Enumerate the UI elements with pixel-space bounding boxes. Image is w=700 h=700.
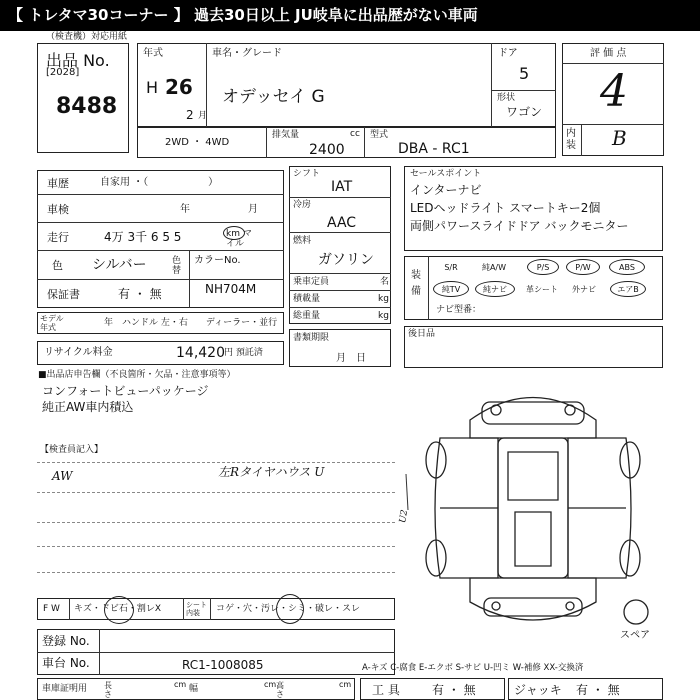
ac-value: AAC [327,215,357,231]
seat-label: シート内装 [186,601,207,617]
capacity-unit: 名 [380,277,390,287]
navi-model-label: ナビ型番： [436,305,482,315]
year-era: H [146,78,159,97]
history-value: 自家用 ・（ ） [100,177,219,188]
cert-label: 車庫証明用 [42,684,88,694]
docs-label: 書類期限 [293,333,330,343]
header-note: （検査機）対応用紙 [46,32,128,42]
load-label: 積載量 [293,294,321,304]
mileage-label: 走行 [47,231,69,244]
grade-score: 4 [600,66,628,117]
lot-label: 出品 No. [46,51,110,70]
doors-value: 5 [519,64,530,83]
inspection-label: 車検 [47,203,69,216]
mileage-unit: km マイル [226,229,252,249]
year-value: 26 [165,75,193,99]
shift-label: シフト [293,169,321,179]
equip-sr: S/R [444,262,458,272]
circle-mark-1 [104,596,134,624]
sales-point-line-2: LEDヘッドライト スマートキー2個 [410,201,601,215]
equip-leather: 革シート [526,284,558,294]
displacement-value: 2400 [309,142,345,158]
body-shape-value: ワゴン [506,105,543,119]
warranty-value: 有 ・ 無 [118,287,162,301]
displacement-label: 排気量 [272,130,300,140]
cert-width: 幅 [189,684,199,694]
color-no-value: NH704M [205,282,257,296]
tools-label: 工 具 [372,683,400,697]
jack-label: ジャッキ [514,683,562,697]
inspection-year-unit: 年 [180,204,190,215]
color-value: シルバー [92,257,147,273]
banner-text: 【 トレタマ30コーナー 】 過去30日以上 JU岐阜に出品歴がない車両 [8,6,478,24]
model-type-label: 型式 [370,130,389,140]
damage-legend: A-キズ C-腐食 E-エクボ S-サビ U-凹ミ W-補修 XX-交換済 [362,663,584,673]
inspector-note-b: 左Rタイヤハウス U [218,465,325,479]
notes-line-1: コンフォートビューパッケージ [42,384,209,398]
color-change-label: 色替 [172,256,182,276]
recycle-label: リサイクル料金 [44,347,113,358]
jack-value: 有 ・ 無 [576,683,620,697]
chassis-label: 車台 No. [42,656,90,670]
grade-label: 評 価 点 [590,48,627,59]
shift-value: IAT [331,179,353,195]
weight-label: 総重量 [293,311,321,321]
parts-items: キズ・ドビ石・割レX [74,604,161,614]
lot-number: 8488 [56,94,118,119]
registration-label: 登録 No. [42,634,90,648]
cert-length-unit: cm [174,680,187,689]
spare-tire [624,600,648,624]
equip-navi[interactable]: 純ナビ [475,281,515,297]
arrival-box [404,326,663,368]
sales-point-line-3: 両側パワースライドドア バックモニター [410,219,629,233]
weight-unit: kg [378,311,389,321]
year-month-unit: 月 [198,111,208,121]
diagram-mark: U2 [398,508,411,524]
warranty-label: 保証書 [47,288,80,301]
inspector-note-a: AW [52,469,73,483]
equip-ps[interactable]: P/S [527,259,559,275]
lot-code: [2028] [46,67,80,78]
history-label: 車歴 [47,177,69,190]
color-no-label: カラーNo. [194,255,241,266]
equip-alloy-wheels: 純A/W [481,262,507,272]
year-month: 2 [186,108,194,122]
car-hood [470,398,596,439]
cert-length: 長さ [104,681,112,699]
sales-points-label: セールスポイント [410,169,482,179]
equip-pw[interactable]: P/W [566,259,600,275]
fw-label: F W [43,604,60,614]
displacement-unit: cc [350,129,360,139]
equip-tv[interactable]: 純TV [433,281,469,297]
equip-airbag[interactable]: エアB [610,281,646,297]
cert-height: 高さ [276,681,284,699]
inspector-label: 【検査員記入】 [40,445,104,455]
sales-point-line-1: インターナビ [410,183,482,197]
load-unit: kg [378,294,389,304]
drive-options: 2WD ・ 4WD [165,137,230,148]
chassis-value: RC1-1008085 [182,658,264,672]
equip-ext-navi: 外ナビ [572,284,596,294]
interior-label: 内装 [566,128,576,151]
equipment-label: 装備 [411,270,421,297]
doors-label: ドア [498,48,518,59]
circle-mark-2 [276,594,304,624]
model-line-value: 年 ハンドル 左・右 ディーラー・並行 [104,318,278,328]
body-shape-label: 形状 [497,93,516,103]
interior-grade: B [612,126,627,150]
spare-label: スペア [620,630,650,641]
model-line-label: モデル 年式 [40,314,64,332]
fuel-label: 燃料 [293,236,312,246]
capacity-label: 乗車定員 [293,277,330,287]
docs-unit: 月 日 [336,353,366,364]
arrival-label: 後日品 [408,329,436,339]
mileage-value: 4万 3千 6 5 5 [104,230,182,244]
year-label: 年式 [143,48,163,59]
equip-abs[interactable]: ABS [609,259,645,275]
parts-items-2: コゲ・穴・汚レ・シミ・破レ・スレ [216,604,361,614]
model-type-value: DBA - RC1 [398,141,470,157]
model-label: 車名・グレード [212,48,282,59]
notes-label: ■出品店申告欄（不良箇所・欠品・注意事項等） [38,370,236,380]
recycle-value: 14,420 [176,345,225,361]
car-rear [470,578,596,620]
tools-value: 有 ・ 無 [432,683,476,697]
ac-label: 冷房 [293,200,312,210]
color-label: 色 [52,259,63,272]
notes-line-2: 純正AW車内積込 [42,400,134,414]
car-diagram [400,380,670,665]
inspection-month-unit: 月 [248,204,258,215]
recycle-unit: 円 預託済 [224,348,263,358]
cert-height-unit: cm [339,680,352,689]
model-value: オデッセイ G [222,87,325,107]
cert-width-unit: cm [264,680,277,689]
fuel-value: ガソリン [318,252,374,268]
